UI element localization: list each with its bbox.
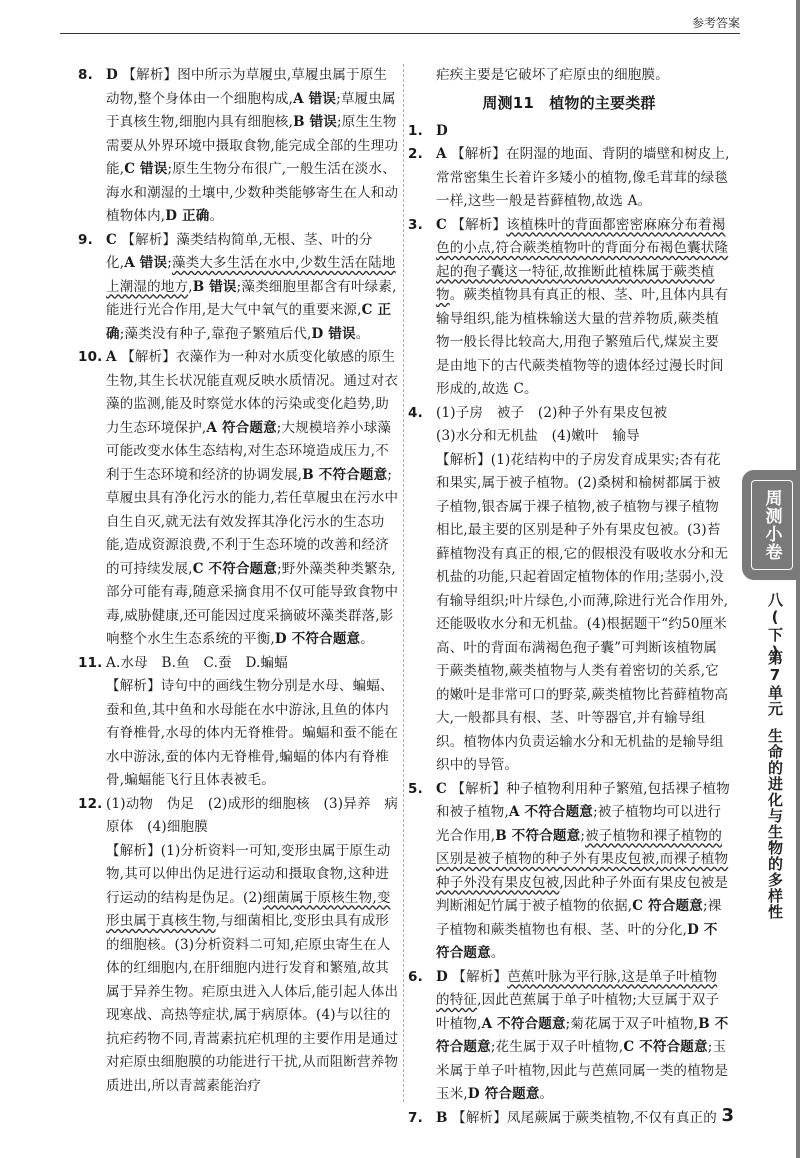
answer-letter: D [436, 968, 448, 985]
question-number: 12. [78, 795, 103, 812]
analysis-r4: 【解析】(1)花结构中的子房发育成果实;杏有花和果实,属于被子植物。(2)桑树和榆树都属于被子植物,银杏属于裸子植物,被子植物与裸子植物相比,最主要的区别是种子外有果皮包被。(3)苔藓植物没有真正的根,它的假根没有吸收水分和无机盐的功能,只起着固定植物体的作用;茎弱小,没有输导组织;叶片绿色,小而薄,除进行光合作用外,还能吸收水分和无机盐。(4)根据题干“约50厘米高、叶的背面布满褐色孢子囊”可判断该植物属于蕨类植物,蕨类植物与人类有着密切的关系,它的嫩叶是非常可口的野菜,蕨类植物比苔藓植物高大,一般都具有根、茎、叶等器官,并有输导组织。植物体内负责运输水分和无机盐的是输导组织中的导管。 [436, 451, 729, 773]
side-unit: 第7单元 [766, 650, 784, 717]
left-column [78, 64, 400, 1098]
side-grade: 八(下) [766, 592, 784, 662]
answer-item-10: 10. A 【解析】衣藻作为一种对水质变化敏感的原生生物,其生长状况能直观反映水质情况。通过对衣藻的监测,能及时察觉水体的污染或变化趋势,助力生态环境保护,A 符合题意;大规模培养小球藻可能改变水体生态结构,对生态环境造成压力,不利于生态环境和经济的协调发展,B 不符合题意;草履虫具有净化污水的能力,若任草履虫在污水中自生自灭,就无法有效发挥其净化污水的生态功能,造成资源浪费,不利于生态环境的改善和经济的可持续发展,C 不符合题意;野外藻类种类繁杂,部分可能有毒,随意采摘食用不仅可能导致食物中毒,威胁健康,还可能因过度采摘破坏藻类群落,影响整个水生生态系统的平衡,D 不符合题意。 [78, 349, 399, 647]
underlined-text: 该植株叶的背面都密密麻麻分布着褐色的小点,符合蕨类植物叶的背面分布褐色囊状隆起的孢子囊这一特征,故推断此植株属于蕨类植物 [436, 216, 729, 303]
answer-item-9: 9. C 【解析】藻类结构简单,无根、茎、叶的分化,A 错误;藻类大多生活在水中,少数生活在陆地上潮湿的地方,B 错误;藻类细胞里都含有叶绿素,能进行光合作用,是大气中氧气的重要来源,C 正确;藻类没有种子,靠孢子繁殖后代,D 错误。 [78, 231, 397, 342]
answer-letter: D [436, 122, 448, 139]
underlined-text: 被子植物和裸子植物的区别是被子植物的种子外有果皮包被,而裸子植物种子外没有果皮包被 [436, 827, 729, 891]
answer-item-11 [78, 652, 400, 676]
side-topic: 生命的进化与生物的多样性 [766, 728, 784, 920]
header-label: 参考答案 [691, 16, 740, 30]
right-column [408, 64, 730, 1130]
side-tab [742, 470, 800, 580]
question-number: 3. [408, 216, 423, 233]
analysis-11: 【解析】诗句中的画线生物分别是水母、蝙蝠、蚕和鱼,其中鱼和水母能在水中游泳,且鱼的体内有脊椎骨,水母的体内无脊椎骨。蝙蝠和蚕不能在水中游泳,蚕的体内无脊椎骨,蝙蝠的体内有脊椎骨,蝙蝠能飞行且体表被毛。 [106, 678, 399, 788]
answer-options: (1)动物 伪足 (2)成形的细胞核 (3)异养 病原体 (4)细胞膜 [106, 795, 399, 835]
question-number: 6. [408, 968, 423, 985]
underlined-text: 芭蕉叶脉为平行脉,这是单子叶植物的特征 [436, 968, 718, 1008]
section-title: 周测11 植物的主要类群 [482, 93, 656, 112]
underlined-text: 藻类大多生活在水中,少数生活在陆地上潮湿的地方 [106, 255, 396, 295]
question-number: 4. [408, 404, 423, 421]
answer-letter: C [436, 216, 447, 233]
side-tab-label: 周测小卷 [751, 480, 793, 570]
answer-item-r3: 3. C 【解析】该植株叶的背面都密密麻麻分布着褐色的小点,符合蕨类植物叶的背面分布褐色囊状隆起的孢子囊这一特征,故推断此植株属于蕨类植物。蕨类植物具有真正的根、茎、叶,且体内具有输导组织,能为植株输送大量的营养物质,蕨类植物一般长得比较高大,用孢子繁殖后代,煤炭主要是由地下的古代蕨类植物等的遗体经过漫长时间形成的,故选 C。 [408, 216, 729, 397]
question-number: 1. [408, 122, 423, 139]
answer-item-r2: 2. A 【解析】在阴湿的地面、背阴的墙壁和树皮上,常常密集生长着许多矮小的植物,像毛茸茸的绿毯一样,这些一般是苔藓植物,故选 A。 [408, 146, 730, 209]
question-number: 9. [78, 231, 93, 248]
answer-item-12 [78, 793, 400, 840]
answer-letter: C [436, 780, 447, 797]
column-divider [403, 64, 404, 1102]
answer-item-r7: 7. B 【解析】凤尾蕨属于蕨类植物,不仅有真正的 [408, 1109, 717, 1126]
question-number: 5. [408, 780, 423, 797]
answer-item-r6: 6. D 【解析】芭蕉叶脉为平行脉,这是单子叶植物的特征,因此芭蕉属于单子叶植物;大豆属于双子叶植物,A 不符合题意;菊花属于双子叶植物,B 不符合题意;花生属于双子叶植物,C 不符合题意;玉米属于单子叶植物,因此与芭蕉同属一类的植物是玉米,D 符合题意。 [408, 968, 729, 1102]
page-number: 3 [721, 1105, 734, 1126]
answer-letter: A [436, 146, 447, 162]
answer-item-r4 [408, 402, 730, 426]
answer-options-line2: (3)水分和无机盐 (4)嫩叶 输导 [436, 428, 640, 444]
answer-item-8: 8. D 【解析】图中所示为草履虫,草履虫属于原生动物,整个身体由一个细胞构成,A 错误;草履虫属于真核生物,细胞内具有细胞核,B 错误;原生生物需要从外界环境中摄取食物,能完成全部的生理功能,C 错误;原生生物分布很广,一般生活在淡水、海水和潮湿的土壤中,少数种类能够寄生在人和动植物体内,D 正确。 [78, 67, 399, 224]
question-number: 7. [408, 1109, 423, 1126]
answer-item-r1 [408, 120, 730, 144]
header-divider [60, 33, 740, 34]
answer-item-r5: 5. C 【解析】种子植物利用种子繁殖,包括裸子植物和被子植物,A 不符合题意;被子植物均可以进行光合作用,B 不符合题意;被子植物和裸子植物的区别是被子植物的种子外有果皮包被,而裸子植物种子外没有果皮包被,因此种子外面有果皮包被是判断湘妃竹属于被子植物的依据,C 符合题意;裸子植物和蕨类植物也有根、茎、叶的分化,D 不符合题意。 [408, 780, 730, 961]
answer-options: (1)子房 被子 (2)种子外有果皮包被 [436, 404, 668, 421]
question-number: 11. [78, 654, 103, 671]
answer-letter: C [106, 231, 117, 248]
underlined-text: 细菌属于原核生物,变形虫属于真核生物 [106, 889, 391, 929]
analysis-12: 【解析】(1)分析资料一可知,变形虫属于原生动物,其可以伸出伪足进行运动和摄取食物,这种进行运动的结构是伪足。(2)细菌属于原核生物,变形虫属于真核生物,与细菌相比,变形虫具有成形的细胞核。(3)分析资料二可知,疟原虫寄生在人体的红细胞内,在肝细胞内进行发育和繁殖,故其属于异养生物。疟原虫进入人体后,能引起人体出现寒战、高热等症状,属于病原体。(4)与以往的抗疟药物不同,青蒿素抗疟机理的主要作用是通过对疟原虫细胞膜的功能进行干扰,从而阻断营养物质进出,所以青蒿素能治疗 [106, 842, 399, 1094]
question-number: 2. [408, 146, 423, 162]
answer-letter: A [106, 349, 117, 365]
question-number: 8. [78, 67, 93, 83]
question-number: 10. [78, 349, 103, 365]
answer-letter: D [106, 67, 118, 83]
answer-options: A.水母 B.鱼 C.蚕 D.蝙蝠 [106, 654, 288, 671]
analysis-12-continued: 疟疾主要是它破坏了疟原虫的细胞膜。 [436, 67, 669, 83]
answer-letter: B [436, 1109, 448, 1126]
